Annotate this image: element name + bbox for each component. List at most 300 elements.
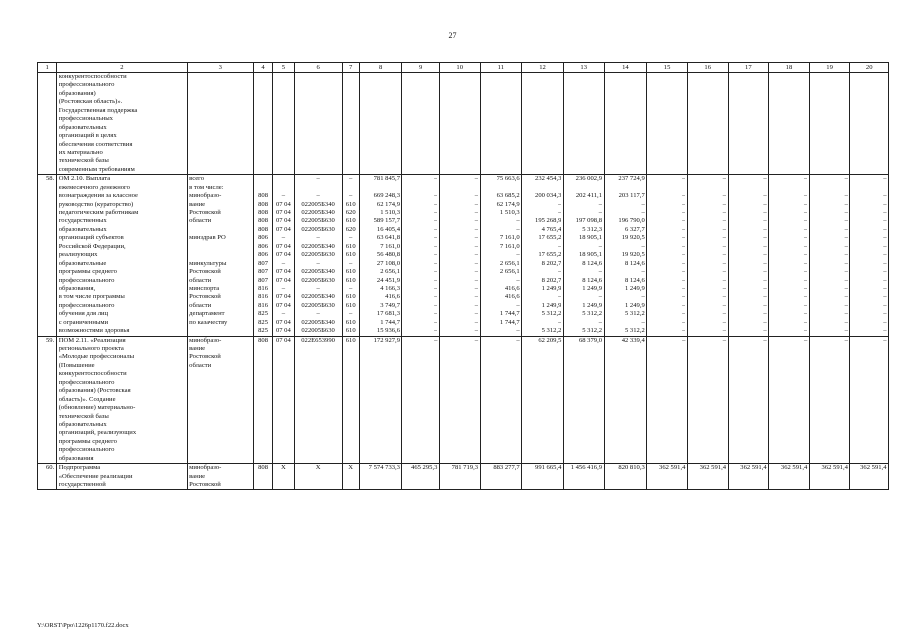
cell-line bbox=[606, 184, 645, 192]
cell-line: ежемесячного денежного bbox=[58, 183, 130, 191]
cell-line: 610 bbox=[345, 327, 356, 335]
cell-line: – bbox=[883, 259, 887, 267]
cell-line: – bbox=[558, 268, 562, 276]
cell-line: 8 124,6 bbox=[582, 259, 603, 267]
cell-line: – bbox=[682, 276, 686, 284]
cell-line: в том числе программы bbox=[58, 293, 125, 301]
cell-line: 17 681,3 bbox=[376, 310, 400, 318]
cell-line: профессионального bbox=[58, 276, 115, 284]
cell-line: 18 905,1 bbox=[578, 234, 603, 242]
column-7-value: Х bbox=[342, 464, 359, 490]
cell-line: 022005Б340 bbox=[301, 209, 335, 216]
column-number-7: 7 bbox=[342, 63, 359, 73]
cell-line: 07 04 bbox=[275, 225, 291, 233]
cell-line: 620 bbox=[345, 225, 356, 233]
cell-line: – bbox=[763, 284, 767, 292]
cell-line: всего bbox=[189, 175, 205, 183]
column-13-value: 68 379,0 bbox=[563, 336, 604, 464]
cell-line: – bbox=[474, 234, 479, 242]
cell-line: (обновление) материально- bbox=[58, 404, 136, 412]
cell-line: 807 bbox=[258, 268, 268, 276]
cell-line: – bbox=[434, 200, 438, 208]
cell-line: 610 bbox=[345, 200, 356, 208]
column-number-12: 12 bbox=[522, 63, 564, 73]
cell-line: – bbox=[722, 327, 727, 335]
cell-line: 07 04 bbox=[275, 209, 291, 216]
cell-line: 15 936,6 bbox=[376, 327, 400, 335]
cell-line: 07 04 bbox=[275, 251, 291, 259]
cell-line: – bbox=[682, 301, 686, 309]
cell-line: образования) bbox=[58, 89, 96, 97]
cell-line: – bbox=[722, 268, 727, 276]
cell-line: минобразо- bbox=[189, 336, 222, 344]
cell-line: 807 bbox=[258, 276, 268, 284]
cell-line: области bbox=[189, 361, 212, 369]
cell-line: – bbox=[722, 318, 727, 326]
cell-line: – bbox=[803, 200, 808, 208]
column-9-values bbox=[402, 175, 439, 336]
cell-line: технической базы bbox=[58, 412, 109, 420]
cell-line: 56 480,8 bbox=[376, 251, 400, 259]
cell-line: 07 04 bbox=[275, 268, 291, 276]
cell-line: – bbox=[682, 225, 686, 233]
cell-line: область)». Создание bbox=[58, 395, 116, 403]
cell-line: 7 161,0 bbox=[499, 242, 520, 250]
cell-line bbox=[565, 184, 602, 192]
cell-line: 610 bbox=[345, 242, 356, 250]
column-16-values bbox=[687, 175, 728, 336]
cell-line: – bbox=[803, 327, 808, 335]
cell-line: – bbox=[474, 310, 479, 318]
column-5-value: Х bbox=[273, 464, 294, 490]
cell-line: – bbox=[803, 301, 808, 309]
column-10-value: 781 719,3 bbox=[439, 464, 480, 490]
cell-line: – bbox=[316, 175, 320, 183]
cell-line: образовательных bbox=[58, 123, 107, 131]
cell-line: 610 bbox=[345, 268, 356, 276]
cell-line: – bbox=[722, 225, 727, 233]
cell-line bbox=[344, 184, 357, 192]
cell-line: – bbox=[763, 225, 767, 233]
cell-line: – bbox=[281, 259, 285, 267]
cell-line bbox=[852, 184, 887, 192]
cell-line: обучения для лиц bbox=[58, 310, 109, 318]
cell-line: – bbox=[558, 200, 562, 208]
cell-line: конкурентоспособности bbox=[58, 370, 127, 378]
cell-line: – bbox=[722, 209, 727, 216]
cell-line: – bbox=[434, 310, 438, 318]
column-13-values bbox=[563, 175, 604, 336]
cell-line: ПОМ 2.11. «Реализация bbox=[58, 336, 126, 344]
cell-line: реализующих bbox=[58, 251, 98, 259]
cell-line: – bbox=[883, 268, 887, 276]
column-8-value: 7 574 733,3 bbox=[359, 464, 402, 490]
cell-line bbox=[811, 184, 848, 192]
cell-line: 022005Б340 bbox=[301, 200, 335, 208]
cell-line: 610 bbox=[345, 301, 356, 309]
cell-line: 24 451,9 bbox=[376, 276, 400, 284]
cell-line: 022005Б630 bbox=[301, 251, 335, 259]
cell-line: 8 124,6 bbox=[582, 276, 603, 284]
column-6-value: 022Е653990 bbox=[294, 336, 342, 464]
cell-line: – bbox=[763, 251, 767, 259]
cell-line: – bbox=[434, 217, 438, 225]
cell-line: 416,6 bbox=[385, 293, 400, 301]
column-11-value: – bbox=[480, 336, 522, 464]
cell-line: 07 04 bbox=[275, 293, 291, 301]
cell-line: 825 bbox=[258, 318, 268, 326]
cell-line: – bbox=[558, 318, 562, 326]
cell-line: Ростовской bbox=[189, 353, 221, 361]
column-7-value: 610 bbox=[342, 336, 359, 464]
cell-line: – bbox=[434, 276, 438, 284]
cell-line: 63 685,2 bbox=[496, 192, 520, 200]
cell-line: – bbox=[641, 209, 645, 216]
cell-line: организаций, реализующих bbox=[58, 429, 137, 437]
cell-line: вание bbox=[189, 200, 206, 208]
cell-line: их материально bbox=[58, 148, 103, 156]
cell-line: – bbox=[763, 293, 767, 301]
cell-line: – bbox=[763, 301, 767, 309]
cell-line: – bbox=[763, 200, 767, 208]
cell-line bbox=[189, 226, 251, 234]
column-19-value: 362 591,4 bbox=[809, 464, 850, 490]
table-row-58 bbox=[38, 175, 889, 336]
cell-line bbox=[441, 184, 478, 192]
cell-line: – bbox=[722, 242, 727, 250]
cell-line: 236 002,9 bbox=[575, 175, 603, 183]
cell-line: – bbox=[763, 217, 767, 225]
cell-line: 202 411,1 bbox=[575, 192, 603, 200]
cell-line: – bbox=[883, 234, 887, 242]
cell-line: – bbox=[883, 251, 887, 259]
cell-line: 1 510,3 bbox=[380, 209, 400, 216]
cell-line: Ростовской bbox=[189, 481, 221, 488]
cell-line: 816 bbox=[258, 284, 268, 292]
cell-line: государственных bbox=[58, 217, 107, 225]
cell-line: 8 202,7 bbox=[541, 276, 562, 284]
cell-line: 195 268,9 bbox=[535, 217, 562, 225]
cell-line: – bbox=[844, 276, 848, 284]
cell-line: – bbox=[434, 327, 438, 335]
cell-line: – bbox=[281, 310, 285, 318]
column-8-values bbox=[359, 175, 402, 336]
cell-line: – bbox=[349, 175, 353, 183]
cell-line: минобразо- bbox=[189, 192, 222, 200]
table-row-59 bbox=[38, 336, 889, 464]
cell-line: – bbox=[844, 225, 848, 233]
cell-line: – bbox=[516, 251, 520, 259]
column-7-values bbox=[342, 175, 359, 336]
column-17-values bbox=[728, 175, 769, 336]
event-description bbox=[57, 175, 187, 336]
cell-line: – bbox=[434, 175, 438, 183]
cell-line: 1 249,9 bbox=[582, 301, 603, 309]
cell-line: – bbox=[883, 225, 887, 233]
row-number: 60. bbox=[38, 464, 57, 490]
cell-line bbox=[689, 184, 726, 192]
cell-line: – bbox=[883, 318, 887, 326]
cell-line: – bbox=[883, 301, 887, 309]
column-4-value: 808 bbox=[253, 336, 272, 464]
column-13-value: 1 456 416,9 bbox=[563, 464, 604, 490]
cell-line: государственной bbox=[58, 481, 106, 488]
cell-line bbox=[730, 184, 767, 192]
cell-line: минздрав РО bbox=[189, 234, 226, 242]
cell-line: 1 249,9 bbox=[541, 284, 562, 292]
cell-line: образования, bbox=[58, 284, 96, 292]
column-15-value: 362 591,4 bbox=[647, 464, 688, 490]
cell-line: – bbox=[641, 293, 645, 301]
cell-line: – bbox=[722, 301, 727, 309]
cell-line: – bbox=[682, 318, 686, 326]
cell-line: 6 327,7 bbox=[624, 225, 645, 233]
cell-line: – bbox=[803, 310, 808, 318]
cell-line: – bbox=[722, 276, 727, 284]
column-12-values bbox=[522, 175, 564, 336]
cell-line: – bbox=[558, 293, 562, 301]
cell-line: – bbox=[281, 234, 285, 242]
cell-line: – bbox=[803, 251, 808, 259]
cell-line: 416,6 bbox=[504, 293, 520, 301]
cell-line: 2 656,1 bbox=[499, 259, 520, 267]
cell-line: – bbox=[844, 234, 848, 242]
cell-line: – bbox=[883, 242, 887, 250]
cell-line: 1 510,3 bbox=[499, 209, 520, 216]
cell-line: 808 bbox=[258, 209, 268, 216]
cell-line: 5 312,2 bbox=[624, 310, 645, 318]
column-12-value: 991 665,4 bbox=[522, 464, 564, 490]
cell-line: области bbox=[189, 276, 212, 284]
column-number-9: 9 bbox=[402, 63, 439, 73]
cell-line: – bbox=[316, 310, 320, 318]
cell-line: – bbox=[434, 301, 438, 309]
cell-line: – bbox=[434, 234, 438, 242]
cell-line: 825 bbox=[258, 310, 268, 318]
cell-line: профессионального bbox=[58, 446, 115, 454]
cell-line: обеспечения соответствия bbox=[58, 140, 133, 148]
cell-line: Государственная поддержка bbox=[58, 106, 138, 114]
continuation-description bbox=[57, 73, 187, 175]
cell-line: – bbox=[722, 259, 727, 267]
cell-line: 203 117,7 bbox=[618, 192, 645, 200]
header-row bbox=[38, 63, 889, 73]
cell-line bbox=[482, 184, 520, 192]
column-14-value: 820 810,3 bbox=[604, 464, 647, 490]
cell-line: 5 312,2 bbox=[624, 327, 645, 335]
cell-line bbox=[255, 175, 270, 183]
column-14-value: 42 339,4 bbox=[604, 336, 647, 464]
cell-line: вание bbox=[189, 472, 206, 480]
cell-line: руководство (кураторство) bbox=[58, 200, 134, 208]
cell-line: 07 04 bbox=[275, 200, 291, 208]
cell-line: 416,6 bbox=[504, 284, 520, 292]
cell-line: – bbox=[883, 327, 887, 335]
cell-line: «Молодые профессионалы bbox=[58, 353, 135, 361]
cell-line: – bbox=[682, 209, 686, 216]
column-number-6: 6 bbox=[294, 63, 342, 73]
cell-line bbox=[275, 184, 292, 192]
cell-line: 022005Б630 bbox=[301, 276, 335, 284]
cell-line: – bbox=[883, 192, 887, 200]
cell-line: – bbox=[474, 200, 479, 208]
cell-line: 2 656,1 bbox=[380, 268, 400, 276]
cell-line: 816 bbox=[258, 301, 268, 309]
cell-line: 7 161,0 bbox=[380, 242, 400, 250]
cell-line: – bbox=[844, 175, 848, 183]
cell-line: – bbox=[803, 259, 808, 267]
cell-line: 07 04 bbox=[275, 318, 291, 326]
column-number-17: 17 bbox=[728, 63, 769, 73]
cell-line: 8 202,7 bbox=[541, 259, 562, 267]
cell-line: – bbox=[598, 200, 603, 208]
cell-line bbox=[771, 184, 808, 192]
cell-line: – bbox=[883, 293, 887, 301]
cell-line: – bbox=[883, 209, 887, 216]
cell-line: профессионального bbox=[58, 81, 115, 89]
cell-line: – bbox=[883, 310, 887, 318]
cell-line: – bbox=[722, 200, 727, 208]
cell-line: – bbox=[349, 192, 353, 200]
cell-line: – bbox=[883, 217, 887, 225]
cell-line: 19 920,5 bbox=[621, 251, 645, 259]
cell-line: педагогическим работникам bbox=[58, 209, 139, 216]
cell-line: конкурентоспособности bbox=[58, 73, 127, 80]
cell-line: – bbox=[883, 284, 887, 292]
cell-line: 669 248,3 bbox=[373, 192, 400, 200]
cell-line: – bbox=[844, 327, 848, 335]
cell-line: профессионального bbox=[58, 301, 115, 309]
cell-line: – bbox=[844, 293, 848, 301]
cell-line: – bbox=[803, 318, 808, 326]
cell-line: – bbox=[844, 200, 848, 208]
program-table bbox=[37, 62, 889, 490]
column-number-18: 18 bbox=[769, 63, 810, 73]
column-12-value: 62 209,5 bbox=[522, 336, 564, 464]
cell-line: – bbox=[641, 200, 645, 208]
cell-line: 5 312,2 bbox=[582, 327, 603, 335]
cell-line: – bbox=[641, 268, 645, 276]
cell-line: 5 312,3 bbox=[582, 225, 603, 233]
cell-line: – bbox=[316, 234, 320, 242]
cell-line: – bbox=[883, 200, 887, 208]
cell-line: 1 744,7 bbox=[499, 318, 520, 326]
column-5-value: 07 04 bbox=[273, 336, 294, 464]
cell-line: 07 04 bbox=[275, 217, 291, 225]
cell-line: 022005Б340 bbox=[301, 318, 335, 326]
cell-line: 62 174,9 bbox=[376, 200, 400, 208]
cell-line: 610 bbox=[345, 318, 356, 326]
cell-line: 806 bbox=[258, 242, 268, 250]
cell-line: минобразо- bbox=[189, 464, 222, 472]
cell-line: 07 04 bbox=[275, 327, 291, 335]
file-path-footer: Y:\ORST\Ppo\1226p1170.f22.docx bbox=[37, 622, 129, 629]
cell-line: области bbox=[189, 301, 212, 309]
column-10-value: – bbox=[439, 336, 480, 464]
cell-line: 3 749,7 bbox=[380, 301, 400, 309]
column-19-values bbox=[809, 175, 850, 336]
cell-line: 75 663,6 bbox=[496, 175, 520, 183]
cell-line bbox=[524, 184, 562, 192]
cell-line: – bbox=[682, 217, 686, 225]
table-row-60 bbox=[38, 464, 889, 490]
row-number: 58. bbox=[38, 175, 57, 336]
cell-line: образования) (Ростовская bbox=[58, 387, 131, 395]
column-number-15: 15 bbox=[647, 63, 688, 73]
cell-line: 1 249,9 bbox=[624, 301, 645, 309]
cell-line: с ограниченными bbox=[58, 318, 109, 326]
column-18-value: 362 591,4 bbox=[769, 464, 810, 490]
column-number-2: 2 bbox=[57, 63, 187, 73]
cell-line: – bbox=[844, 301, 848, 309]
cell-line: образовательных bbox=[58, 225, 107, 233]
cell-line: – bbox=[598, 209, 603, 216]
cell-line: организаций субъектов bbox=[58, 234, 124, 242]
column-16-value: 362 591,4 bbox=[687, 464, 728, 490]
cell-line: 17 655,2 bbox=[538, 234, 562, 242]
cell-line: 27 108,0 bbox=[376, 259, 400, 267]
cell-line: – bbox=[434, 268, 438, 276]
cell-line: – bbox=[516, 276, 520, 284]
cell-line: – bbox=[474, 318, 479, 326]
cell-line: 808 bbox=[258, 225, 268, 233]
cell-line: – bbox=[722, 175, 727, 183]
cell-line: 022005Б630 bbox=[301, 327, 335, 335]
cell-line: минспорта bbox=[189, 284, 220, 292]
cell-line: – bbox=[844, 251, 848, 259]
cell-line: – bbox=[844, 310, 848, 318]
cell-line: Ростовской bbox=[189, 268, 221, 276]
cell-line: 806 bbox=[258, 234, 268, 242]
cell-line: – bbox=[316, 284, 320, 292]
cell-line: 232 454,3 bbox=[535, 175, 562, 183]
cell-line: – bbox=[558, 242, 562, 250]
cell-line: 808 bbox=[258, 192, 268, 200]
cell-line: вознаграждения за классное bbox=[58, 192, 138, 200]
column-number-3: 3 bbox=[187, 63, 253, 73]
column-6-value: Х bbox=[294, 464, 342, 490]
cell-line: – bbox=[682, 259, 686, 267]
column-19-value: – bbox=[809, 336, 850, 464]
cell-line: – bbox=[641, 318, 645, 326]
column-14-values bbox=[604, 175, 647, 336]
cell-line: – bbox=[682, 242, 686, 250]
column-11-values bbox=[480, 175, 522, 336]
cell-line: 610 bbox=[345, 293, 356, 301]
column-number-11: 11 bbox=[480, 63, 522, 73]
cell-line: – bbox=[844, 242, 848, 250]
cell-line: – bbox=[722, 293, 727, 301]
cell-line: – bbox=[763, 268, 767, 276]
column-20-value: – bbox=[850, 336, 889, 464]
cell-line: 7 161,0 bbox=[499, 234, 520, 242]
cell-line: – bbox=[763, 310, 767, 318]
cell-line: – bbox=[803, 175, 808, 183]
cell-line: Ростовской bbox=[189, 293, 221, 301]
cell-line: 18 905,1 bbox=[578, 251, 603, 259]
cell-line: в том числе: bbox=[189, 183, 224, 191]
cell-line: – bbox=[434, 284, 438, 292]
cell-line: 610 bbox=[345, 217, 356, 225]
column-20-value: 362 591,4 bbox=[850, 464, 889, 490]
column-6-values bbox=[294, 175, 342, 336]
column-15-value: – bbox=[647, 336, 688, 464]
column-17-value: – bbox=[728, 336, 769, 464]
cell-line: 8 124,6 bbox=[624, 259, 645, 267]
cell-line: (Повышение bbox=[58, 361, 95, 369]
cell-line: профессионального bbox=[58, 378, 115, 386]
cell-line: программы среднего bbox=[58, 268, 117, 276]
